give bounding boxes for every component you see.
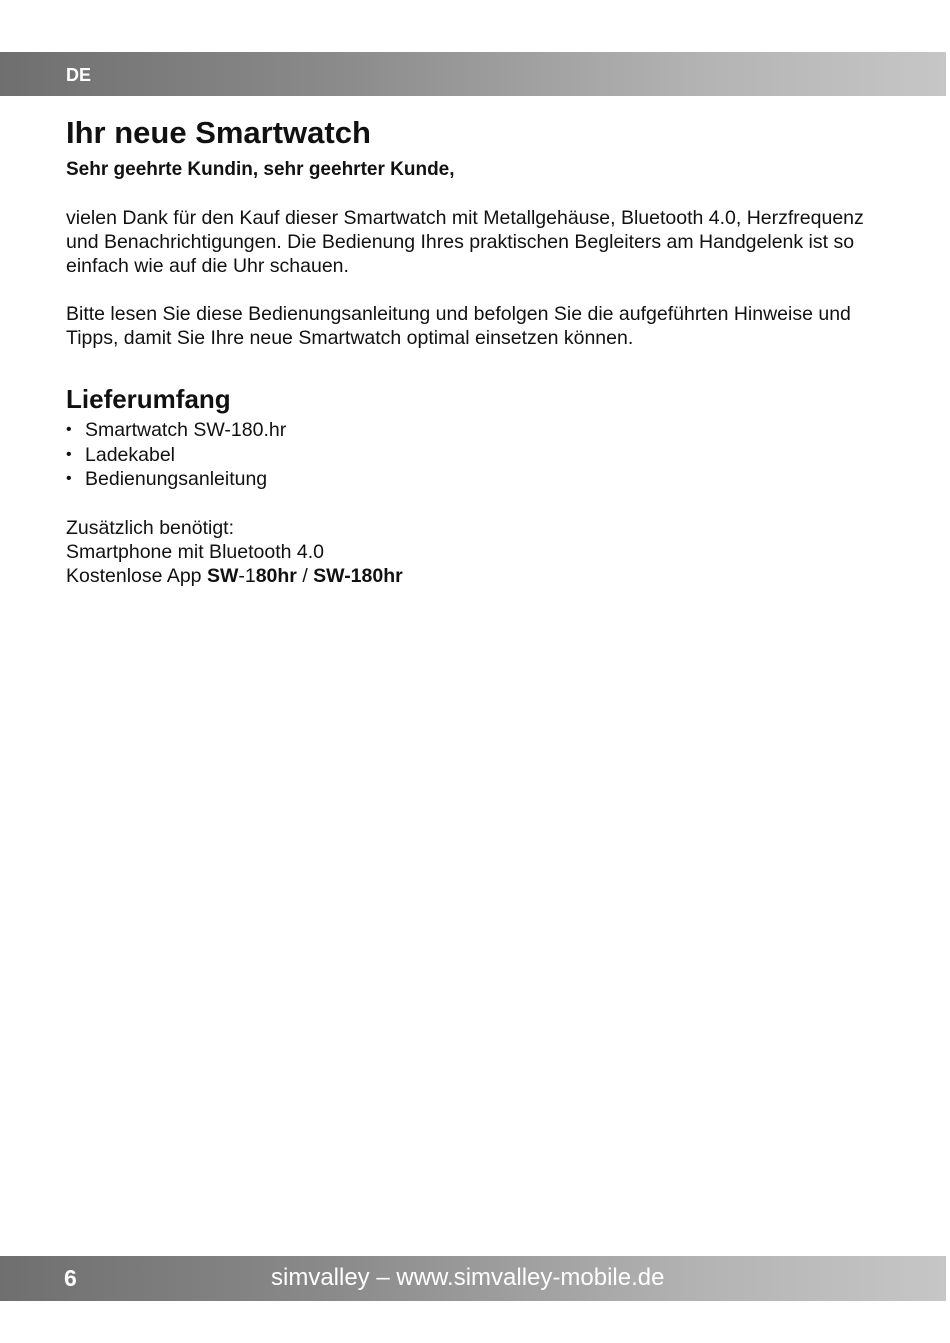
footer-bar — [0, 1256, 946, 1301]
list-item-text: Smartwatch SW-180.hr — [85, 419, 287, 441]
app-name-android-part3: 80hr — [255, 564, 297, 587]
contents-list — [66, 418, 896, 492]
app-prefix: Kostenlose App — [66, 564, 207, 587]
salutation: Sehr geehrte Kundin, sehr geehrter Kunde, — [66, 159, 455, 180]
requirements-line: Smartphone mit Bluetooth 4.0 — [66, 540, 324, 563]
bullet-icon: • — [66, 421, 72, 438]
list-item-text: Ladekabel — [85, 443, 175, 466]
list-item-text: Bedienungsanleitung — [85, 468, 268, 490]
header-bar — [0, 52, 946, 96]
list-item — [66, 418, 896, 443]
app-name-android-part1: SW — [206, 564, 239, 587]
page-title: Ihr neue Smartwatch — [66, 115, 371, 150]
bullet-icon: • — [66, 445, 72, 463]
list-item — [66, 443, 896, 468]
page-number: 6 — [64, 1265, 77, 1291]
requirements-heading: Zusätzlich benötigt: — [66, 516, 235, 539]
app-name-android-part2: -1 — [238, 564, 256, 587]
spacer — [66, 350, 896, 382]
list-item — [66, 467, 896, 492]
intro-paragraph: vielen Dank für den Kauf dieser Smartwatch mit Metallgehäuse, Bluetooth 4.0, Herzfrequenz und Benachrichtigungen. Die Bedienung Ihres praktischen Begleiters am Handgelenk ist so einfach wie auf die Uhr schauen. — [66, 207, 864, 277]
section-title: Lieferumfang — [66, 384, 231, 414]
app-name-ios: SW-180hr — [313, 564, 403, 587]
bullet-icon: • — [66, 470, 72, 487]
spacer — [66, 278, 896, 302]
requirements-app-line — [66, 564, 896, 588]
page-content — [66, 112, 896, 588]
spacer — [66, 492, 896, 516]
app-separator: / — [296, 564, 314, 587]
language-label: DE — [66, 65, 92, 85]
footer-text: simvalley – www.simvalley-mobile.de — [271, 1264, 665, 1291]
instructions-paragraph: Bitte lesen Sie diese Bedienungsanleitung und befolgen Sie die aufgeführten Hinweise und Tipps, damit Sie Ihre neue Smartwatch optimal einsetzen können. — [66, 303, 851, 349]
spacer — [66, 182, 896, 206]
